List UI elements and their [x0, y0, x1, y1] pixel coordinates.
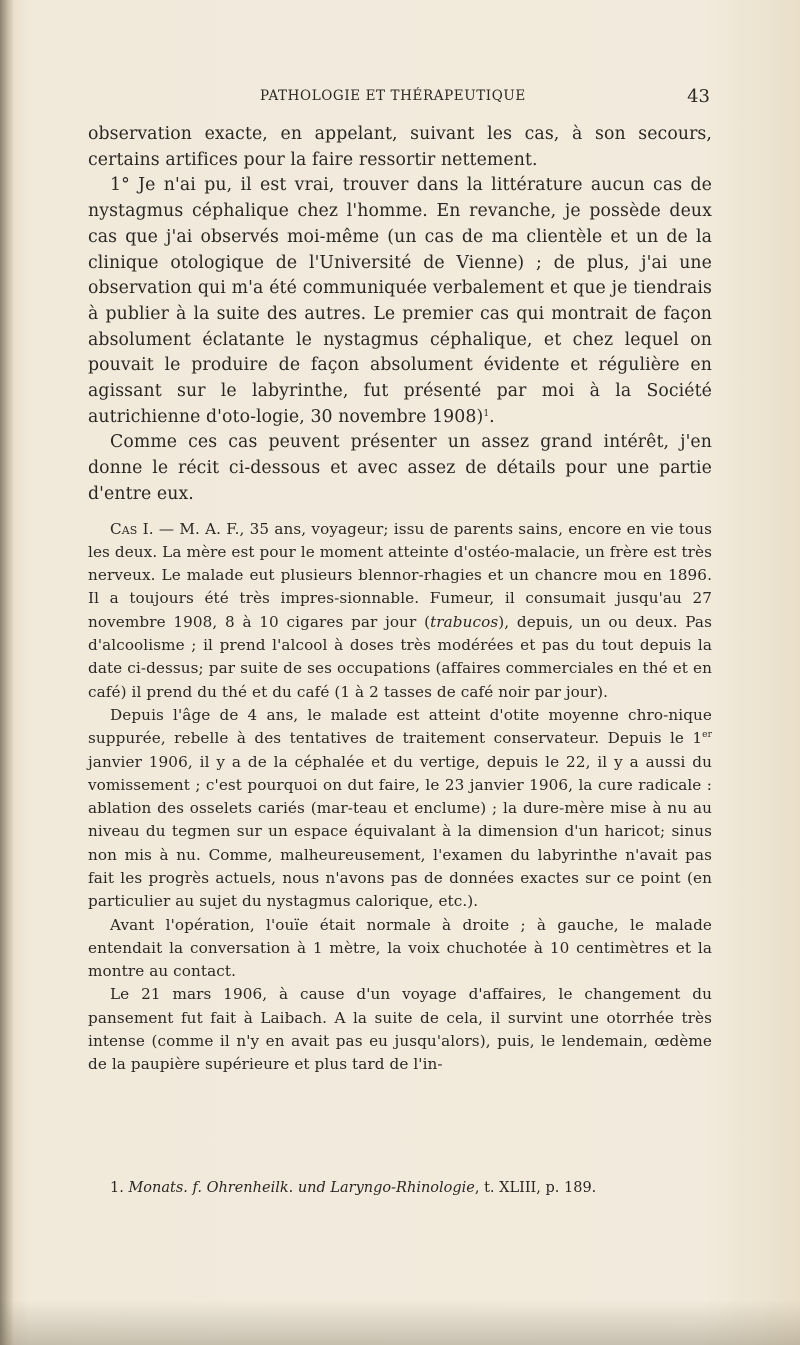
- paragraph-2-end: .: [489, 406, 495, 427]
- paragraph-3: Comme ces cas peuvent présenter un assez grand intérêt, j'en donne le récit ci-dessous et avec assez de détails pour une partie d'entre eux.: [88, 432, 712, 504]
- footnote-number: 1.: [110, 1180, 124, 1196]
- page-number: 43: [687, 86, 710, 107]
- paragraph-2-text: 1° Je n'ai pu, il est vrai, trouver dans la littérature aucun cas de nystagmus céphalique chez l'homme. En revanche, je possède deux cas que j'ai observés moi-même (un cas de ma clientèle et un de la clinique otologique de l'Université de Vienne) ; de plus, j'ai une observation qui m'a été communiquée verbalement et que je tiendrais à publier à la suite des autres. Le premier cas qui montrait de façon absolument éclatante le nystagmus céphalique, et chez lequel on pouvait le produire de façon absolument évidente et régulière en agissant sur le labyrinthe, fut présenté par moi à la Société autrichienne d'oto-logie, 30 novembre 1908): [88, 175, 712, 427]
- case-paragraph-1-text: — M. A. F., 35 ans, voyageur; issu de parents sains, encore en vie tous les deux. La mère est pour le moment atteinte d'ostéo-malacie, un frère est très nerveux. Le malade eut plusieurs blennor-rhagies et un chancre mou en 1896. Il a toujours été très impres-sionnable. Fumeur, il consumait jusqu'au 27 novembre 1908, 8 à 10 cigares par jour (: [88, 519, 713, 631]
- case-report: [88, 518, 712, 1077]
- paragraph-2: [88, 173, 712, 430]
- book-spine-shadow: [0, 0, 14, 1345]
- case-paragraph-1-end: ), depuis, un ou deux. Pas d'alcoolisme ; il prend l'alcool à doses très modérées et pas du tout depuis la date ci-dessus; par suite de ses occupations (affaires commerciales en thé et en café) il prend du thé et du café (1 à 2 tasses de café noir par jour).: [88, 612, 712, 701]
- footnote-details: , t. XLIII, p. 189.: [474, 1180, 597, 1196]
- case-paragraph-1: [88, 518, 712, 704]
- case-paragraph-4: Le 21 mars 1906, à cause d'un voyage d'affaires, le changement du pansement fut fait à Laibach. A la suite de cela, il survint une otorrhée très intense (comme il n'y en avait pas eu jusqu'alors), puis, le lendemain, œdème de la paupière supérieure et plus tard de l'in-: [88, 985, 712, 1074]
- running-head-title: PATHOLOGIE ET THÉRAPEUTIQUE: [260, 88, 526, 104]
- footnote: [110, 1178, 710, 1198]
- case-paragraph-2-start: Depuis l'âge de 4 ans, le malade est atteint d'otite moyenne chro-nique suppurée, rebelle à des tentatives de traitement conservateur. Depuis le 1: [88, 705, 712, 748]
- case-paragraph-3: Avant l'opération, l'ouïe était normale à droite ; à gauche, le malade entendait la conversation à 1 mètre, la voix chuchotée à 10 centimètres et la montre au contact.: [88, 915, 712, 981]
- case-italic-term: trabucos: [430, 612, 499, 631]
- text-block: [88, 122, 712, 1077]
- main-text: [88, 122, 712, 508]
- case-label: Cas I.: [110, 519, 154, 538]
- running-head: [90, 86, 710, 110]
- paragraph-1: observation exacte, en appelant, suivant les cas, à son secours, certains artifices pour la faire ressortir nettement.: [88, 124, 712, 170]
- footnote-journal: Monats. f. Ohrenheilk. und Laryngo-Rhinologie: [128, 1180, 475, 1196]
- ordinal-superscript: er: [702, 730, 712, 741]
- bottom-edge-shadow: [0, 1300, 800, 1345]
- case-paragraph-2: [88, 704, 712, 914]
- case-paragraph-2-rest: janvier 1906, il y a de la céphalée et du vertige, depuis le 22, il y a aussi du vomissement ; c'est pourquoi on dut faire, le 23 janvier 1906, la cure radicale : ablation des osselets cariés (mar-teau et enclume) ; la dure-mère mise à nu au niveau du tegmen sur un espace équivalant à la dimension d'un haricot; sinus non mis à nu. Comme, malheureusement, l'examen du labyrinthe n'avait pas fait les progrès actuels, nous n'avons pas de données exactes sur ce point (en particulier au sujet du nystagmus calorique, etc.).: [88, 752, 712, 911]
- footnote-reference: 1: [483, 408, 490, 419]
